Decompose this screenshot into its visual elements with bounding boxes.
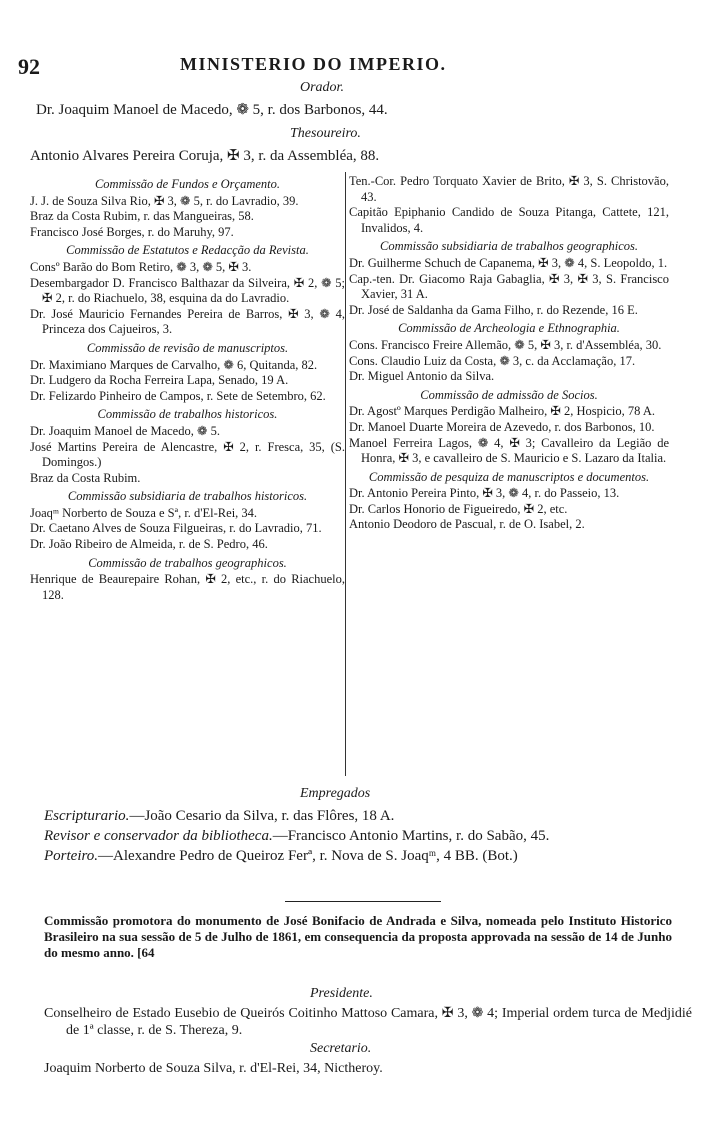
member-entry: Ten.-Cor. Pedro Torquato Xavier de Brito, ✠ 3, S. Christovão, 43. [349, 174, 669, 204]
commission-heading: Commissão de Fundos e Orçamento. [94, 177, 281, 191]
member-entry: Dr. Agostº Marques Perdigão Malheiro, ✠ 2, Hospicio, 78 A. [349, 404, 655, 419]
member-entry: Antonio Deodoro de Pascual, r. de O. Isabel, 2. [349, 517, 585, 532]
member-entry: Consº Barão do Bom Retiro, ❁ 3, ❁ 5, ✠ 3. [30, 259, 252, 274]
commission-title: Commissão promotora do monumento de José Bonifacio de Andrada e Silva, nomeada pelo Instituto Historico Brasileiro na sua sessão de 5 de Julho de 1861, em consequencia da proposta approvada na sessão de 14 de Junho do mesmo anno. [64 [44, 913, 672, 960]
secretario-entry: Joaquim Norberto de Souza Silva, r. d'El-Rei, 34, Nictheroy. [44, 1061, 383, 1076]
column-rule [345, 172, 346, 776]
member-entry: Cons. Claudio Luiz da Costa, ❁ 3, c. da Acclamação, 17. [349, 353, 636, 368]
porteiro-line [44, 846, 518, 866]
escripturario-line [44, 806, 394, 826]
member-entry: José Martins Pereira de Alencastre, ✠ 2, r. Fresca, 35, (S. Domingos.) [30, 439, 345, 470]
member-entry: Braz da Costa Rubim. [30, 470, 141, 485]
member-entry: Dr. José de Saldanha da Gama Filho, r. do Rezende, 16 E. [349, 302, 638, 317]
member-entry: Manoel Ferreira Lagos, ❁ 4, ✠ 3; Cavalleiro da Legião de Honra, ✠ 3, e cavalleiro de S. Mauricio e S. Lazaro da Italia. [349, 435, 669, 466]
orador-heading: Orador. [300, 80, 344, 95]
running-head: MINISTERIO DO IMPERIO. [180, 54, 447, 74]
member-entry: Dr. Felizardo Pinheiro de Campos, r. Sete de Setembro, 62. [30, 388, 326, 403]
secretario-heading: Secretario. [310, 1041, 372, 1056]
section-divider [285, 901, 441, 902]
member-entry: Dr. Guilherme Schuch de Capanema, ✠ 3, ❁ 4, S. Leopoldo, 1. [349, 255, 668, 270]
member-entry: Cap.-ten. Dr. Giacomo Raja Gabaglia, ✠ 3, ✠ 3, S. Francisco Xavier, 31 A. [349, 271, 669, 302]
member-entry: Dr. José Mauricio Fernandes Pereira de Barros, ✠ 3, ❁ 4, Princeza dos Cajueiros, 3. [30, 306, 345, 337]
member-entry: Dr. Maximiano Marques de Carvalho, ❁ 6, Quitanda, 82. [30, 357, 318, 372]
empregados-heading: Empregados [300, 786, 371, 801]
member-entry: Dr. Miguel Antonio da Silva. [349, 369, 495, 384]
member-entry: Desembargador D. Francisco Balthazar da Silveira, ✠ 2, ❁ 5; ✠ 2, r. do Riachuelo, 38, esquina da do Lavradio. [30, 275, 345, 306]
revisor-role: Revisor e conservador da bibliotheca. [44, 828, 273, 844]
page-number: 92 [18, 54, 40, 79]
member-entry: Dr. João Ribeiro de Almeida, r. de S. Pedro, 46. [30, 537, 268, 552]
porteiro-text: —Alexandre Pedro de Queiroz Ferª, r. Nova de S. Joaqᵐ, 4 BB. (Bot.) [98, 848, 518, 864]
member-entry: Dr. Joaquim Manoel de Macedo, ❁ 5. [30, 423, 220, 438]
member-entry: Braz da Costa Rubim, r. das Mangueiras, 58. [30, 209, 254, 224]
commission-heading: Commissão de admissão de Socios. [420, 387, 598, 402]
commission-heading: Commissão de Archeologia e Ethnographia. [398, 321, 620, 336]
revisor-text: —Francisco Antonio Martins, r. do Sabão, 45. [272, 828, 550, 844]
orador-line: Dr. Joaquim Manoel de Macedo, ❁ 5, r. dos Barbonos, 44. [36, 102, 388, 118]
presidente-entry: Conselheiro de Estado Eusebio de Queirós Coitinho Mattoso Camara, ✠ 3, ❁ 4; Imperial ordem turca de Medjidié de 1ª classe, r. de S. Thereza, 9. [44, 1006, 692, 1038]
commission-heading: Commissão subsidiaria de trabalhos historicos. [67, 489, 308, 504]
commission-heading: Commissão subsidiaria de trabalhos geographicos. [379, 239, 638, 254]
escripturario-text: —João Cesario da Silva, r. das Flôres, 18 A. [129, 808, 395, 824]
member-entry: Capitão Epiphanio Candido de Souza Pitanga, Cattete, 121, Invalidos, 4. [349, 205, 669, 235]
right-column [349, 174, 669, 533]
thesoureiro-heading: Thesoureiro. [290, 126, 361, 141]
member-entry: Francisco José Borges, r. do Maruhy, 97. [30, 224, 234, 239]
member-entry: Cons. Francisco Freire Allemão, ❁ 5, ✠ 3, r. d'Assembléa, 30. [349, 337, 662, 352]
escripturario-role: Escripturario. [44, 808, 130, 824]
presidente-heading: Presidente. [310, 986, 373, 1001]
member-entry: Joaqᵐ Norberto de Souza e Sª, r. d'El-Rei, 34. [30, 505, 258, 520]
left-column [30, 174, 345, 603]
commission-heading: Commissão de trabalhos historicos. [97, 407, 278, 422]
commission-heading: Commissão de revisão de manuscriptos. [86, 340, 289, 355]
revisor-line [44, 826, 549, 846]
member-entry: Dr. Manoel Duarte Moreira de Azevedo, r. dos Barbonos, 10. [349, 419, 655, 434]
commission-heading: Commissão de trabalhos geographicos. [88, 555, 287, 570]
member-entry: J. J. de Souza Silva Rio, ✠ 3, ❁ 5, r. do Lavradio, 39. [30, 193, 299, 208]
commission-heading: Commissão de pesquiza de manuscriptos e documentos. [368, 469, 650, 484]
member-entry: Dr. Caetano Alves de Souza Filgueiras, r. do Lavradio, 71. [30, 521, 322, 536]
porteiro-role: Porteiro. [44, 848, 99, 864]
member-entry: Henrique de Beaurepaire Rohan, ✠ 2, etc., r. do Riachuelo, 128. [30, 572, 345, 602]
member-entry: Dr. Ludgero da Rocha Ferreira Lapa, Senado, 19 A. [30, 373, 289, 388]
thesoureiro-line: Antonio Alvares Pereira Coruja, ✠ 3, r. da Assembléa, 88. [30, 148, 380, 164]
member-entry: Dr. Antonio Pereira Pinto, ✠ 3, ❁ 4, r. do Passeio, 13. [349, 486, 620, 501]
commission-heading: Commissão de Estatutos e Redacção da Revista. [66, 243, 309, 258]
member-entry: Dr. Carlos Honorio de Figueiredo, ✠ 2, etc. [349, 501, 568, 516]
